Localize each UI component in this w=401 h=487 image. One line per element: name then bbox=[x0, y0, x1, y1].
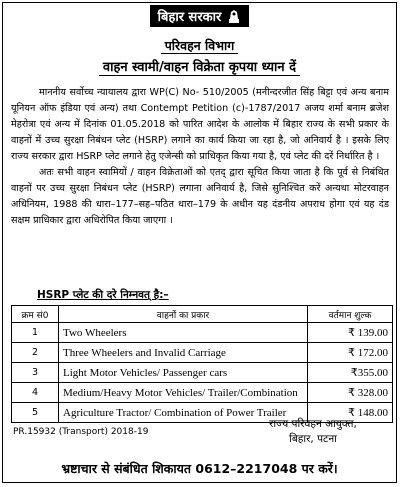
row-vehicle-type: Two Wheelers bbox=[59, 323, 308, 343]
row-fee: ₹ 172.00 bbox=[308, 343, 393, 363]
col-header-sr: क्रम सं0 bbox=[12, 306, 59, 323]
table-row bbox=[12, 343, 393, 363]
row-vehicle-type: Three Wheelers and Invalid Carriage bbox=[59, 343, 308, 363]
table-row bbox=[12, 383, 393, 403]
signatory-location: बिहार, पटना bbox=[289, 433, 337, 445]
signatory-title: राज्य परिवहन आयुक्त, bbox=[269, 418, 357, 430]
notice-title: वाहन स्वामी/वाहन विक्रेता कृपया ध्यान दें bbox=[3, 57, 396, 75]
body-paragraph-1: माननीय सर्वोच्च न्यायालय द्वारा WP(C) No- 510/2005 (मनीन्दरजीत सिंह बिट्टा एवं अन्य बनाम यूनियन ऑफ इंडिया एवं अन्य) तथा Contempt Petition (c)-1787/2017 अजय शर्मा बनाम ब्रजेश मेहरोत्रा एवं अन्य में दिनांक 01.05.2018 को पारित आदेश के आलोक में बिहार राज्य के सभी प्रकार के वाहनों में उच्च सुरक्षा निबंधन प्लेट (HSRP) लगाने का कार्य किया जा रहा है, जो अनिवार्य है । इसके लिए राज्य सरकार द्वारा HSRP प्लेट लगाने हेतु एजेन्सी को प्राधिकृत किया गया है, एवं प्लेट की दरें निर्धारित है । bbox=[11, 87, 389, 162]
gov-name-banner bbox=[150, 5, 250, 27]
col-header-fee: वर्तमान शुल्क bbox=[308, 306, 393, 323]
row-fee: ₹ 328.00 bbox=[308, 383, 393, 403]
row-fee: ₹355.00 bbox=[308, 363, 393, 383]
table-row bbox=[12, 363, 393, 383]
notice-body bbox=[11, 85, 389, 229]
table-row bbox=[12, 323, 393, 343]
row-vehicle-type: Agriculture Tractor/ Combination of Power Trailer bbox=[59, 403, 308, 423]
row-sr: 5 bbox=[12, 403, 59, 423]
row-vehicle-type: Light Motor Vehicles/ Passenger cars bbox=[59, 363, 308, 383]
rates-table bbox=[11, 305, 393, 423]
gov-name: बिहार सरकार bbox=[157, 10, 222, 25]
rates-heading: HSRP प्लेट की दरे निम्नवत् है:– bbox=[37, 289, 169, 301]
row-fee: ₹ 139.00 bbox=[308, 323, 393, 343]
department-title: परिवहन विभाग bbox=[3, 37, 396, 54]
row-fee: ₹ 148.00 bbox=[308, 403, 393, 423]
state-emblem-icon bbox=[227, 8, 241, 24]
table-header-row bbox=[12, 306, 393, 323]
row-vehicle-type: Medium/Heavy Motor Vehicles/ Trailer/Combination bbox=[59, 383, 308, 403]
col-header-type: वाहनों का प्रकार bbox=[59, 306, 308, 323]
notice-frame bbox=[2, 2, 397, 483]
row-sr: 1 bbox=[12, 323, 59, 343]
reference-number: PR.15932 (Transport) 2018-19 bbox=[13, 427, 149, 437]
row-sr: 2 bbox=[12, 343, 59, 363]
complaint-line: भ्रष्टाचार से संबंधित शिकायत 0612–2217048 पर करें। bbox=[61, 461, 338, 476]
signature-block bbox=[243, 417, 383, 447]
row-sr: 3 bbox=[12, 363, 59, 383]
row-sr: 4 bbox=[12, 383, 59, 403]
header-bar bbox=[3, 3, 396, 29]
body-paragraph-2: अतः सभी वाहन स्वामियों / वाहन विक्रेताओं को एतद् द्वारा सूचित किया जाता है कि पूर्व से निबंधित वाहनों पर उच्च सुरक्षा निबंधन प्लेट (HSRP) लगाना अनिवार्य है, जिसे सुनिश्चित करें अन्यथा मोटरवाहन अधिनियम, 1988 की धारा–177–सह–पठित धारा–179 के अधीन यह दंडनीय अपराध होगा एवं यह दंड सक्षम प्राधिकार द्वारा अधिरोपित किया जाएगा । bbox=[11, 167, 389, 226]
